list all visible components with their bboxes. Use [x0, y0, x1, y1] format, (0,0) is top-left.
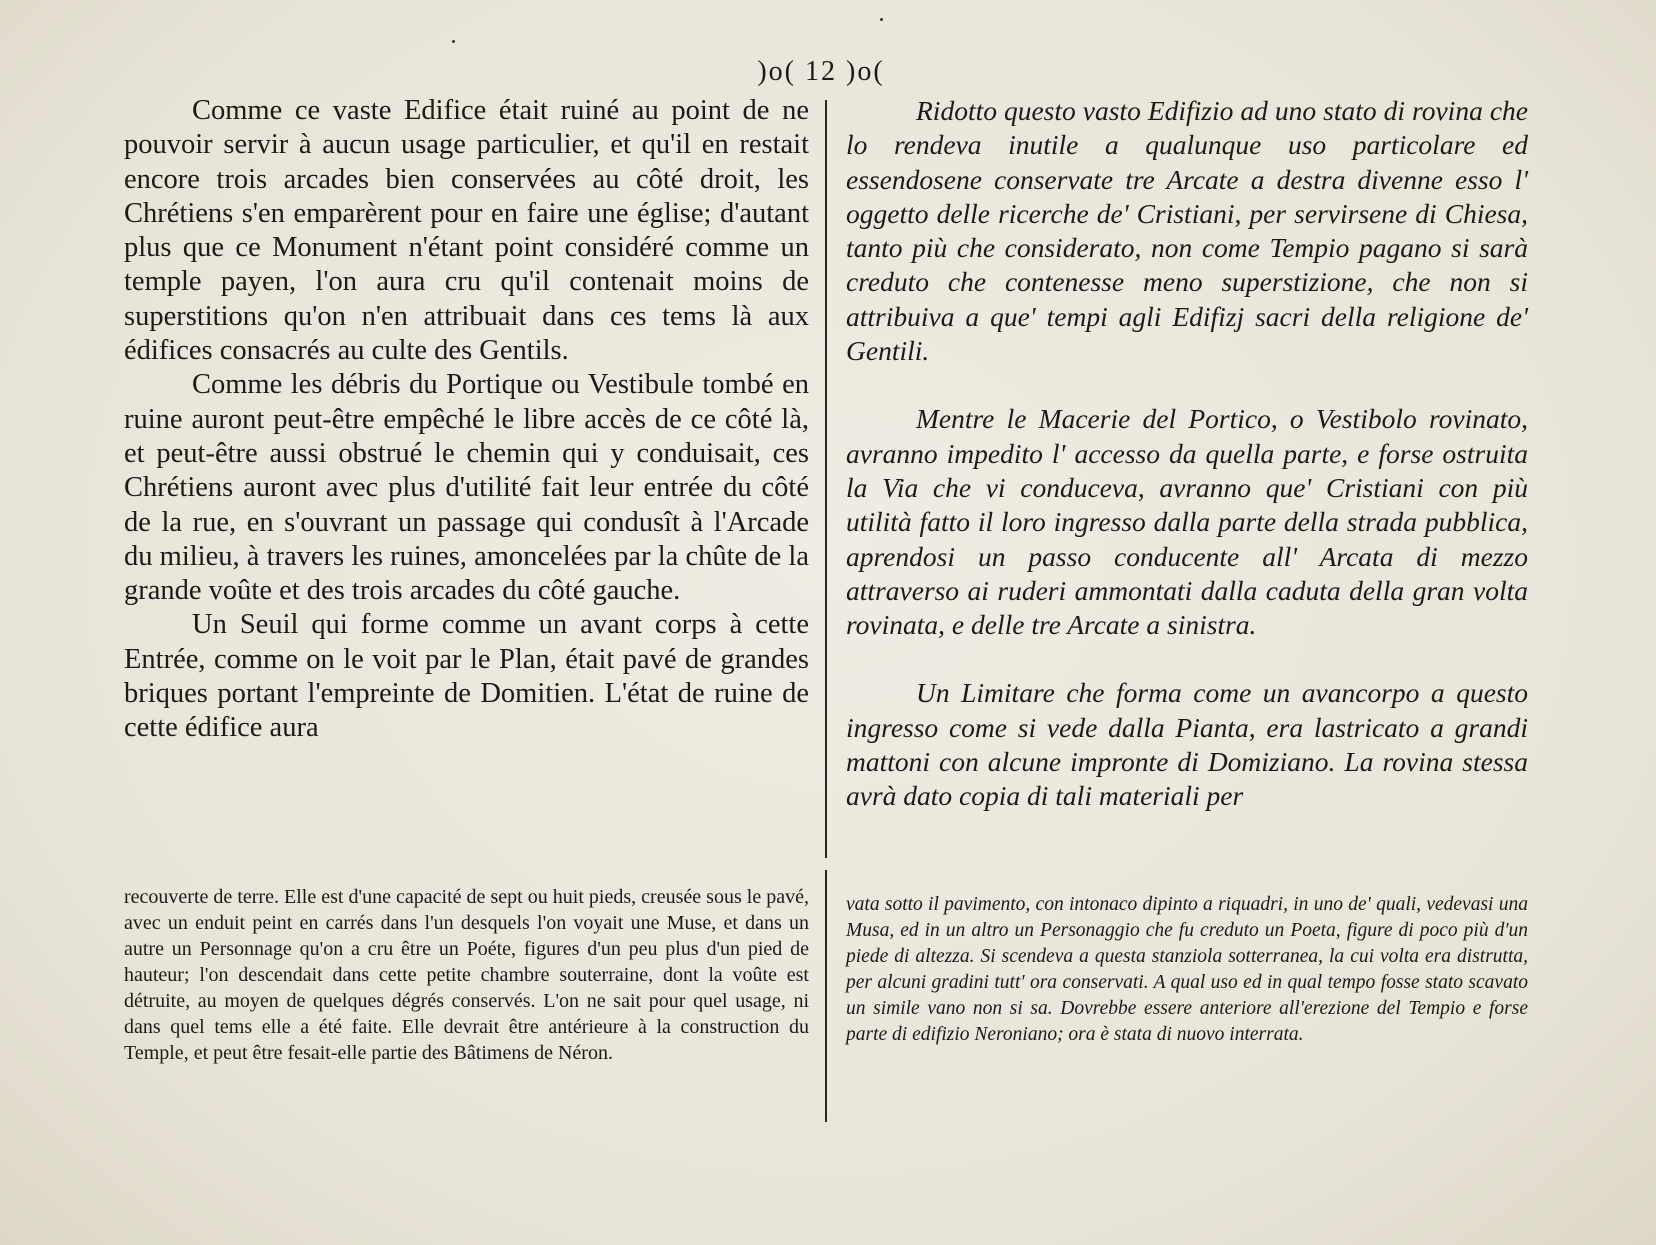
italian-footnote-text: vata sotto il pavimento, con intonaco dipinto a riquadri, in uno de' quali, vedevasi una Musa, ed in un altro un Personaggio che fu creduto un Poeta, figure di poco più d'un piede di altezza. Si scendeva a questa stanziola sotterranea, la cui volta era distrutta, per alcuni gradini tutt' ora conservati. A qual uso ed in qual tempo fosse stato scavato un simile vano non si sa. Dovrebbe essere anteriore all'erezione del Tempio e forse parte di edifizio Neroniano; ora è stata di nuovo interrata. [846, 894, 1528, 1045]
italian-footnote [846, 892, 1528, 1048]
column-divider-lower [825, 870, 827, 1122]
italian-paragraph-1: Ridotto questo vasto Edifizio ad uno stato di rovina che lo rendeva inutile a qualunque uso particolare ed essendosene conservate tre Arcate a destra divenne esso l' oggetto delle ricerche de' Cristiani, per servirsene di Chiesa, tanto più che considerato, non come Tempio pagano si sarà creduto che contenesse meno superstizione, che non si attribuiva a que' tempi agli Edifizj sacri della religione de' Gentili. [846, 95, 1528, 367]
column-divider-upper [825, 100, 827, 858]
italian-paragraph-3: Un Limitare che forma come un avancorpo a questo ingresso come si vede dalla Pianta, era lastricato a grandi mattoni con alcune impronte di Domiziano. La rovina stessa avrà dato copia di tali materiali per [846, 677, 1528, 812]
french-footnote-text: recouverte de terre. Elle est d'une capacité de sept ou huit pieds, creusée sous le pavé, avec un enduit peint en carrés dans l'un desquels l'on voyait une Muse, et dans un autre un Personnage qu'on a cru être un Poéte, figures d'un peu plus d'un pied de hauteur; l'on descendait dans cette petite chambre souterraine, dont la voûte est détruite, au moyen de quelques dégrés conservés. L'on ne sait pour quel usage, ni dans quel tems elle a été faite. Elle devrait être antérieure à la construction du Temple, et peut être fesait-elle partie des Bâtimens de Néron. [124, 886, 809, 1064]
paper-speck [880, 18, 883, 21]
french-paragraph-1: Comme ce vaste Edifice était ruiné au point de ne pouvoir servir à aucun usage particulier, et qu'il en restait encore trois arcades bien conservées au côté droit, les Chrétiens s'en emparèrent pour en faire une église; d'autant plus que ce Monument n'étant point considéré comme un temple payen, l'on aura cru qu'il contenait moins de superstitions qu'on n'en attribuait dans ces tems là aux édifices consacrés au culte des Gentils. [124, 95, 809, 367]
paper-speck [452, 40, 455, 43]
french-paragraph-2: Comme les débris du Portique ou Vestibule tombé en ruine auront peut-être empêché le libre accès de ce côté là, et peut-être aussi obstrué le chemin qui y conduisait, ces Chrétiens auront avec plus d'utilité fait leur entrée du côté de la rue, en s'ouvrant un passage qui condusît à l'Arcade du milieu, à travers les ruines, amoncelées par la chûte de la grande voûte et des trois arcades du côté gauche. [124, 369, 809, 607]
french-footnote [124, 884, 809, 1066]
italian-paragraph-2: Mentre le Macerie del Portico, o Vestibolo rovinato, avranno impedito l' accesso da quella parte, e forse ostruita la Via che vi conduceva, avranno que' Cristiani con più utilità fatto il loro ingresso dalla parte della strada pubblica, aprendosi un passo conducente all' Arcata di mezzo attraverso ai ruderi ammontati dalla caduta della gran volta rovinata, e delle tre Arcate a sinistra. [846, 403, 1528, 641]
french-column [124, 94, 809, 746]
page-number: )o( 12 )o( [757, 56, 885, 87]
french-paragraph-3: Un Seuil qui forme comme un avant corps à cette Entrée, comme on le voit par le Plan, était pavé de grandes briques portant l'empreinte de Domitien. L'état de ruine de cette édifice aura [124, 609, 809, 744]
italian-column [846, 94, 1528, 814]
